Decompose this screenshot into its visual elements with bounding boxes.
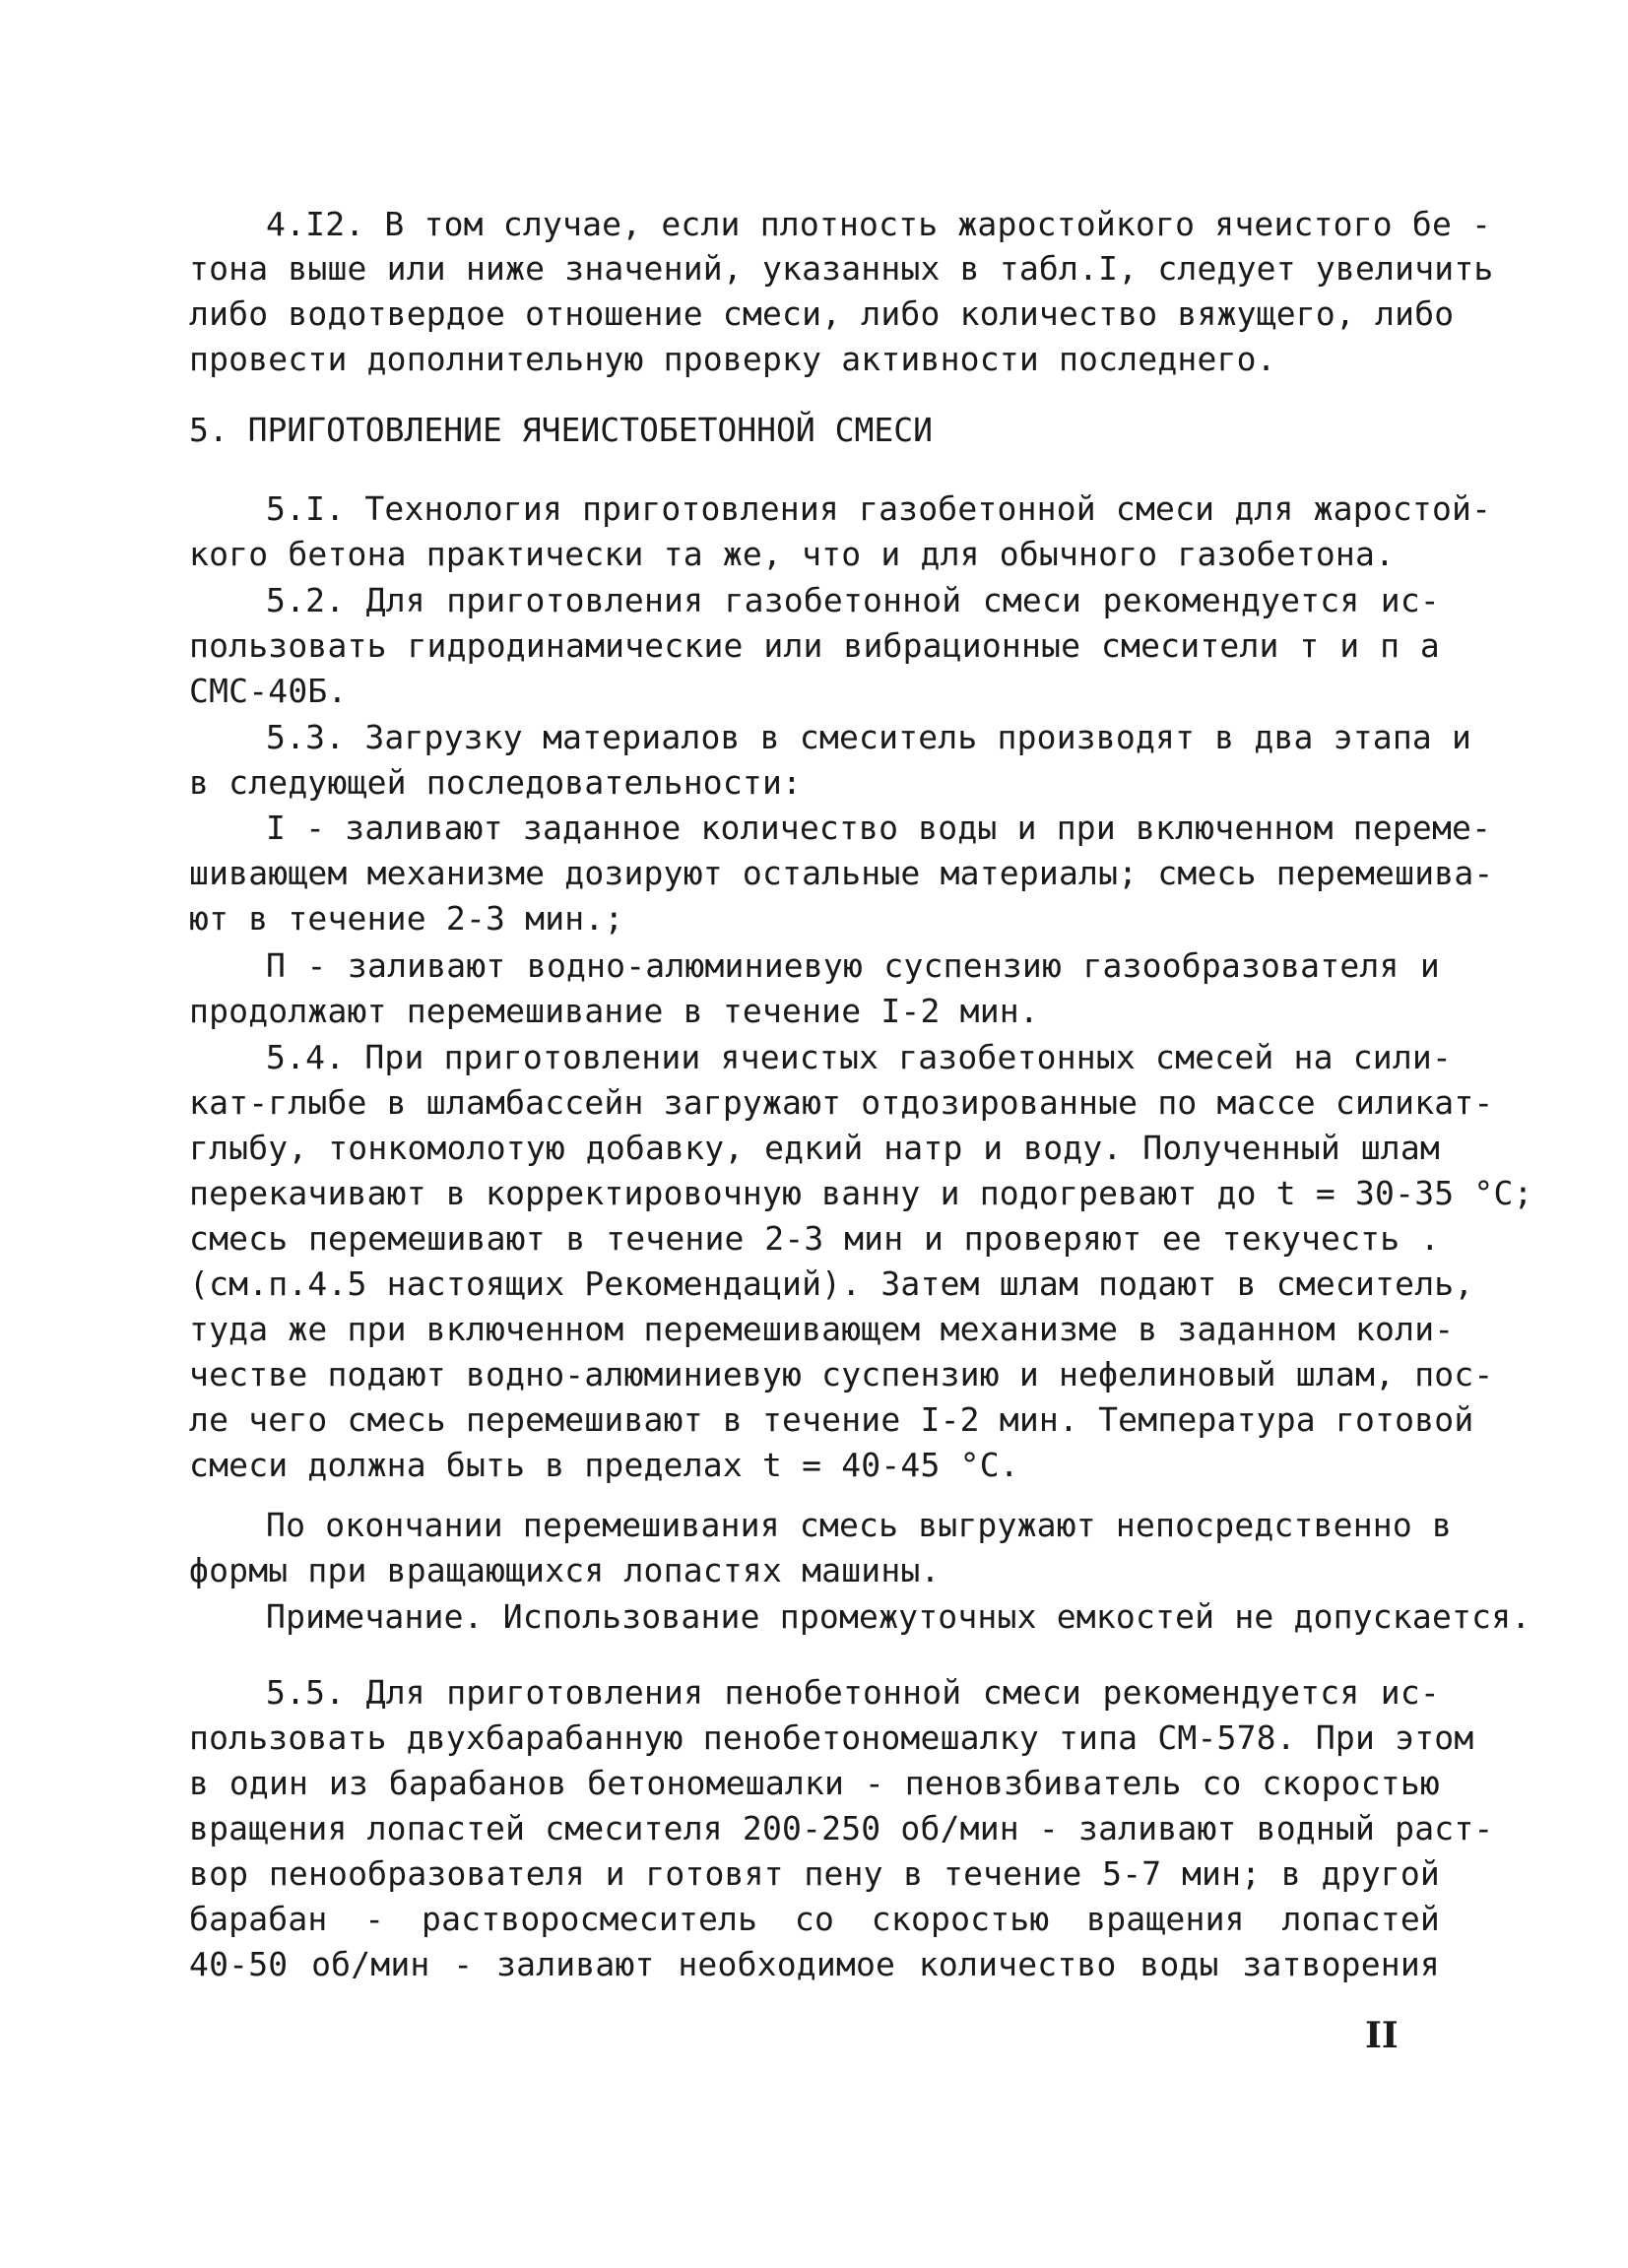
paragraph-unloading-line-2: формы при вращающихся лопастях машины. [189,1551,941,1589]
step-1-line-3: ют в течение 2-3 мин.; [189,899,624,938]
paragraph-5-4-line-3: глыбу, тонкомолотую добавку, едкий натр и воду. Полученный шлам [189,1129,1440,1167]
step-1-line-1: I - заливают заданное количество воды и при включенном переме- [266,809,1492,847]
note-text: Примечание. Использование промежуточных емкостей не допускается. [266,1597,1531,1636]
paragraph-5-1-line-1: 5.I. Технология приготовления газобетонной смеси для жаростой- [266,489,1492,528]
paragraph-4-12-line-4: провести дополнительную проверку активности последнего. [189,340,1276,378]
paragraph-5-5-line-1: 5.5. Для приготовления пенобетонной смеси рекомендуется ис- [266,1673,1440,1712]
paragraph-5-5-line-4: вращения лопастей смесителя 200-250 об/мин - заливают водный раст- [189,1809,1494,1847]
page-number: II [1365,2015,1399,2056]
paragraph-5-1-line-2: кого бетона практически та же, что и для обычного газобетона. [189,535,1396,573]
paragraph-5-2-line-3: СМС-40Б. [189,672,348,710]
paragraph-5-5-line-3: в один из барабанов бетономешалки - пеновзбиватель со скоростью [189,1764,1440,1802]
paragraph-5-5-line-7: 40-50 об/мин - заливают необходимое количество воды затворения [189,1945,1440,1983]
step-2-line-1: П - заливают водно-алюминиевую суспензию газообразователя и [266,946,1440,985]
paragraph-5-3-line-2: в следующей последовательности: [189,763,803,802]
step-2-line-2: продолжают перемешивание в течение I-2 мин. [189,992,1039,1030]
section-5-heading: 5. ПРИГОТОВЛЕНИЕ ЯЧЕИСТОБЕТОННОЙ СМЕСИ [189,411,933,449]
paragraph-4-12-line-2: тона выше или ниже значений, указанных в табл.I, следует увеличить [189,249,1494,288]
paragraph-4-12-line-1: 4.I2. В том случае, если плотность жаростойкого ячеистого бе - [266,205,1492,243]
paragraph-5-5-line-2: пользовать двухбарабанную пенобетономешалку типа СМ-578. При этом [189,1718,1474,1757]
paragraph-5-4-line-7: туда же при включенном перемешивающем механизме в заданном коли- [189,1310,1455,1348]
paragraph-unloading-line-1: По окончании перемешивания смесь выгружают непосредственно в [266,1506,1453,1544]
paragraph-4-12-line-3: либо водотвердое отношение смеси, либо количество вяжущего, либо [189,294,1455,333]
paragraph-5-2-line-2: пользовать гидродинамические или вибрационные смесители т и п а [189,626,1440,665]
paragraph-5-3-line-1: 5.3. Загрузку материалов в смеситель производят в два этапа и [266,718,1472,756]
paragraph-5-4-line-2: кат-глыбе в шламбассейн загружают отдозированные по массе силикат- [189,1083,1494,1122]
paragraph-5-2-line-1: 5.2. Для приготовления газобетонной смеси рекомендуется ис- [266,581,1440,619]
paragraph-5-4-line-10: смеси должна быть в пределах t = 40-45 °C. [189,1446,1019,1484]
paragraph-5-4-line-9: ле чего смесь перемешивают в течение I-2 мин. Температура готовой [189,1400,1474,1439]
step-1-line-2: шивающем механизме дозируют остальные материалы; смесь перемешива- [189,854,1494,892]
paragraph-5-4-line-1: 5.4. При приготовлении ячеистых газобетонных смесей на сили- [266,1038,1453,1076]
paragraph-5-5-line-6: барабан - растворосмеситель со скоростью вращения лопастей [189,1900,1440,1938]
paragraph-5-4-line-8: честве подают водно-алюминиевую суспензию и нефелиновый шлам, пос- [189,1355,1494,1393]
paragraph-5-4-line-6: (см.п.4.5 настоящих Рекомендаций). Затем шлам подают в смеситель, [189,1264,1474,1303]
paragraph-5-4-line-5: смесь перемешивают в течение 2-3 мин и проверяют ее текучесть . [189,1219,1440,1258]
paragraph-5-5-line-5: вор пенообразователя и готовят пену в течение 5-7 мин; в другой [189,1854,1440,1893]
paragraph-5-4-line-4: перекачивают в корректировочную ванну и подогревают до t = 30-35 °C; [189,1174,1533,1212]
